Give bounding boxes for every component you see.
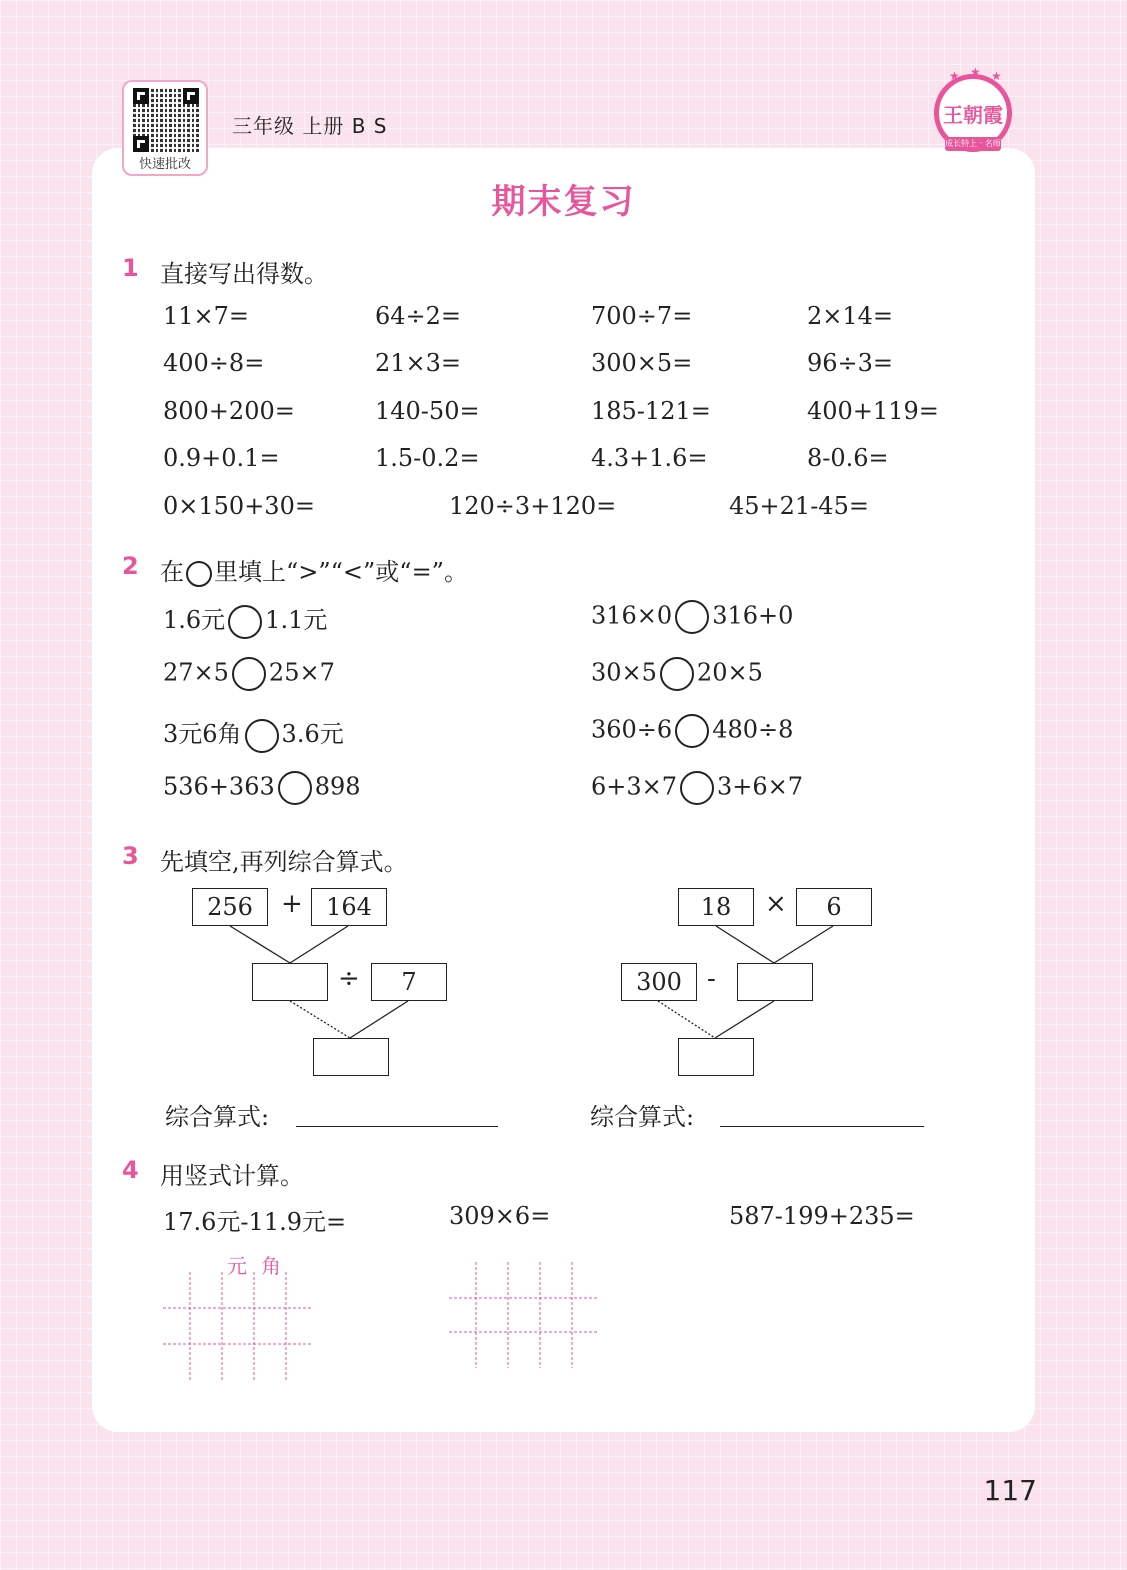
comparison-left: 316×0 [591,601,673,630]
qr-code[interactable] [122,80,208,176]
equation: 400÷8= [163,349,265,377]
qr-finder [133,88,149,104]
formula-answer-line[interactable] [720,1126,924,1127]
logo-ribbon: 成长特上 · 名师指导 [945,139,1001,162]
comparison-right: 1.1元 [265,606,328,634]
answer-box[interactable] [252,963,328,1001]
answer-circle[interactable] [278,771,312,805]
question-number: 2 [122,552,139,580]
comparison-left: 360÷6 [591,715,673,744]
formula-label: 综合算式: [165,1103,270,1131]
comparison-item [163,600,327,639]
comparison-left: 30×5 [591,658,657,687]
star-icon: ★ [991,69,1002,83]
equation: 64÷2= [375,302,462,330]
comparison-right: 25×7 [268,658,335,687]
equation: 140-50= [375,397,480,425]
equation: 700÷7= [591,302,693,330]
page-number: 117 [983,1474,1037,1507]
equation: 309×6= [449,1202,551,1230]
number-box: 300 [621,963,697,1001]
answer-circle[interactable] [232,657,266,691]
answer-circle[interactable] [245,719,279,753]
prompt-part: 里填上“>”“<”或“=”。 [214,558,468,586]
equation: 0×150+30= [163,492,315,520]
star-icon: ★ [970,65,981,79]
equation: 8-0.6= [807,444,889,472]
comparison-left: 27×5 [163,658,229,687]
equation: 120÷3+120= [449,492,617,520]
answer-circle[interactable] [675,600,709,634]
comparison-item [591,771,803,805]
equation: 0.9+0.1= [163,444,280,472]
answer-circle[interactable] [675,714,709,748]
logo-text: 王朝霞 [943,103,1003,127]
qr-label: 快速批改 [138,157,191,172]
comparison-right: 20×5 [696,658,763,687]
number-box: 7 [371,963,447,1001]
comparison-left: 6+3×7 [591,772,678,801]
comparison-right: 480÷8 [712,715,794,744]
number-box: 164 [311,888,387,926]
comparison-item [163,657,335,691]
circle-icon [186,561,212,587]
answer-box[interactable] [313,1038,389,1076]
comparison-item [591,600,793,634]
number-box: 256 [192,888,268,926]
equation: 800+200= [163,397,295,425]
qr-finder [133,136,149,152]
comparison-left: 536+363 [163,772,275,801]
answer-circle[interactable] [680,771,714,805]
unit-labels: 元角 [227,1254,295,1278]
equation: 11×7= [163,302,250,330]
comparison-right: 3+6×7 [717,772,804,801]
comparison-left: 3元6角 [163,720,242,748]
answer-circle[interactable] [228,605,262,639]
question-prompt: 直接写出得数。 [160,260,328,288]
comparison-item [163,714,344,753]
comparison-left: 1.6元 [163,606,226,634]
number-box: 6 [796,888,872,926]
equation: 587-199+235= [729,1202,915,1230]
grade-label: 三年级 上册 B S [232,114,388,138]
equation: 17.6元-11.9元= [163,1208,347,1236]
question-prompt: 先填空,再列综合算式。 [160,848,408,876]
answer-box[interactable] [737,963,813,1001]
equation: 1.5-0.2= [375,444,480,472]
equation: 4.3+1.6= [591,444,708,472]
operator: - [707,964,716,994]
comparison-item [591,714,793,748]
question-prompt [160,552,468,587]
question-number: 3 [122,842,139,870]
equation: 45+21-45= [729,492,869,520]
question-number: 1 [122,254,139,282]
answer-box[interactable] [678,1038,754,1076]
prompt-part: 在 [160,558,184,586]
formula-answer-line[interactable] [296,1126,498,1127]
formula-label: 综合算式: [590,1103,695,1131]
star-icon: ★ [949,69,960,83]
answer-circle[interactable] [660,657,694,691]
equation: 96÷3= [807,349,894,377]
qr-finder [183,88,199,104]
operator: × [765,889,787,919]
operator: ÷ [338,964,360,994]
comparison-right: 898 [314,772,361,801]
page-title: 期末复习 [491,182,636,222]
equation: 300×5= [591,349,693,377]
question-prompt: 用竖式计算。 [160,1162,304,1190]
operator: + [281,889,303,919]
publisher-logo [934,65,1012,162]
equation: 185-121= [591,397,711,425]
number-box: 18 [678,888,754,926]
comparison-item [163,771,361,805]
equation: 400+119= [807,397,939,425]
comparison-right: 3.6元 [281,720,344,748]
equation: 2×14= [807,302,894,330]
question-number: 4 [122,1156,139,1184]
equation: 21×3= [375,349,462,377]
comparison-right: 316+0 [712,601,794,630]
comparison-item [591,657,763,691]
